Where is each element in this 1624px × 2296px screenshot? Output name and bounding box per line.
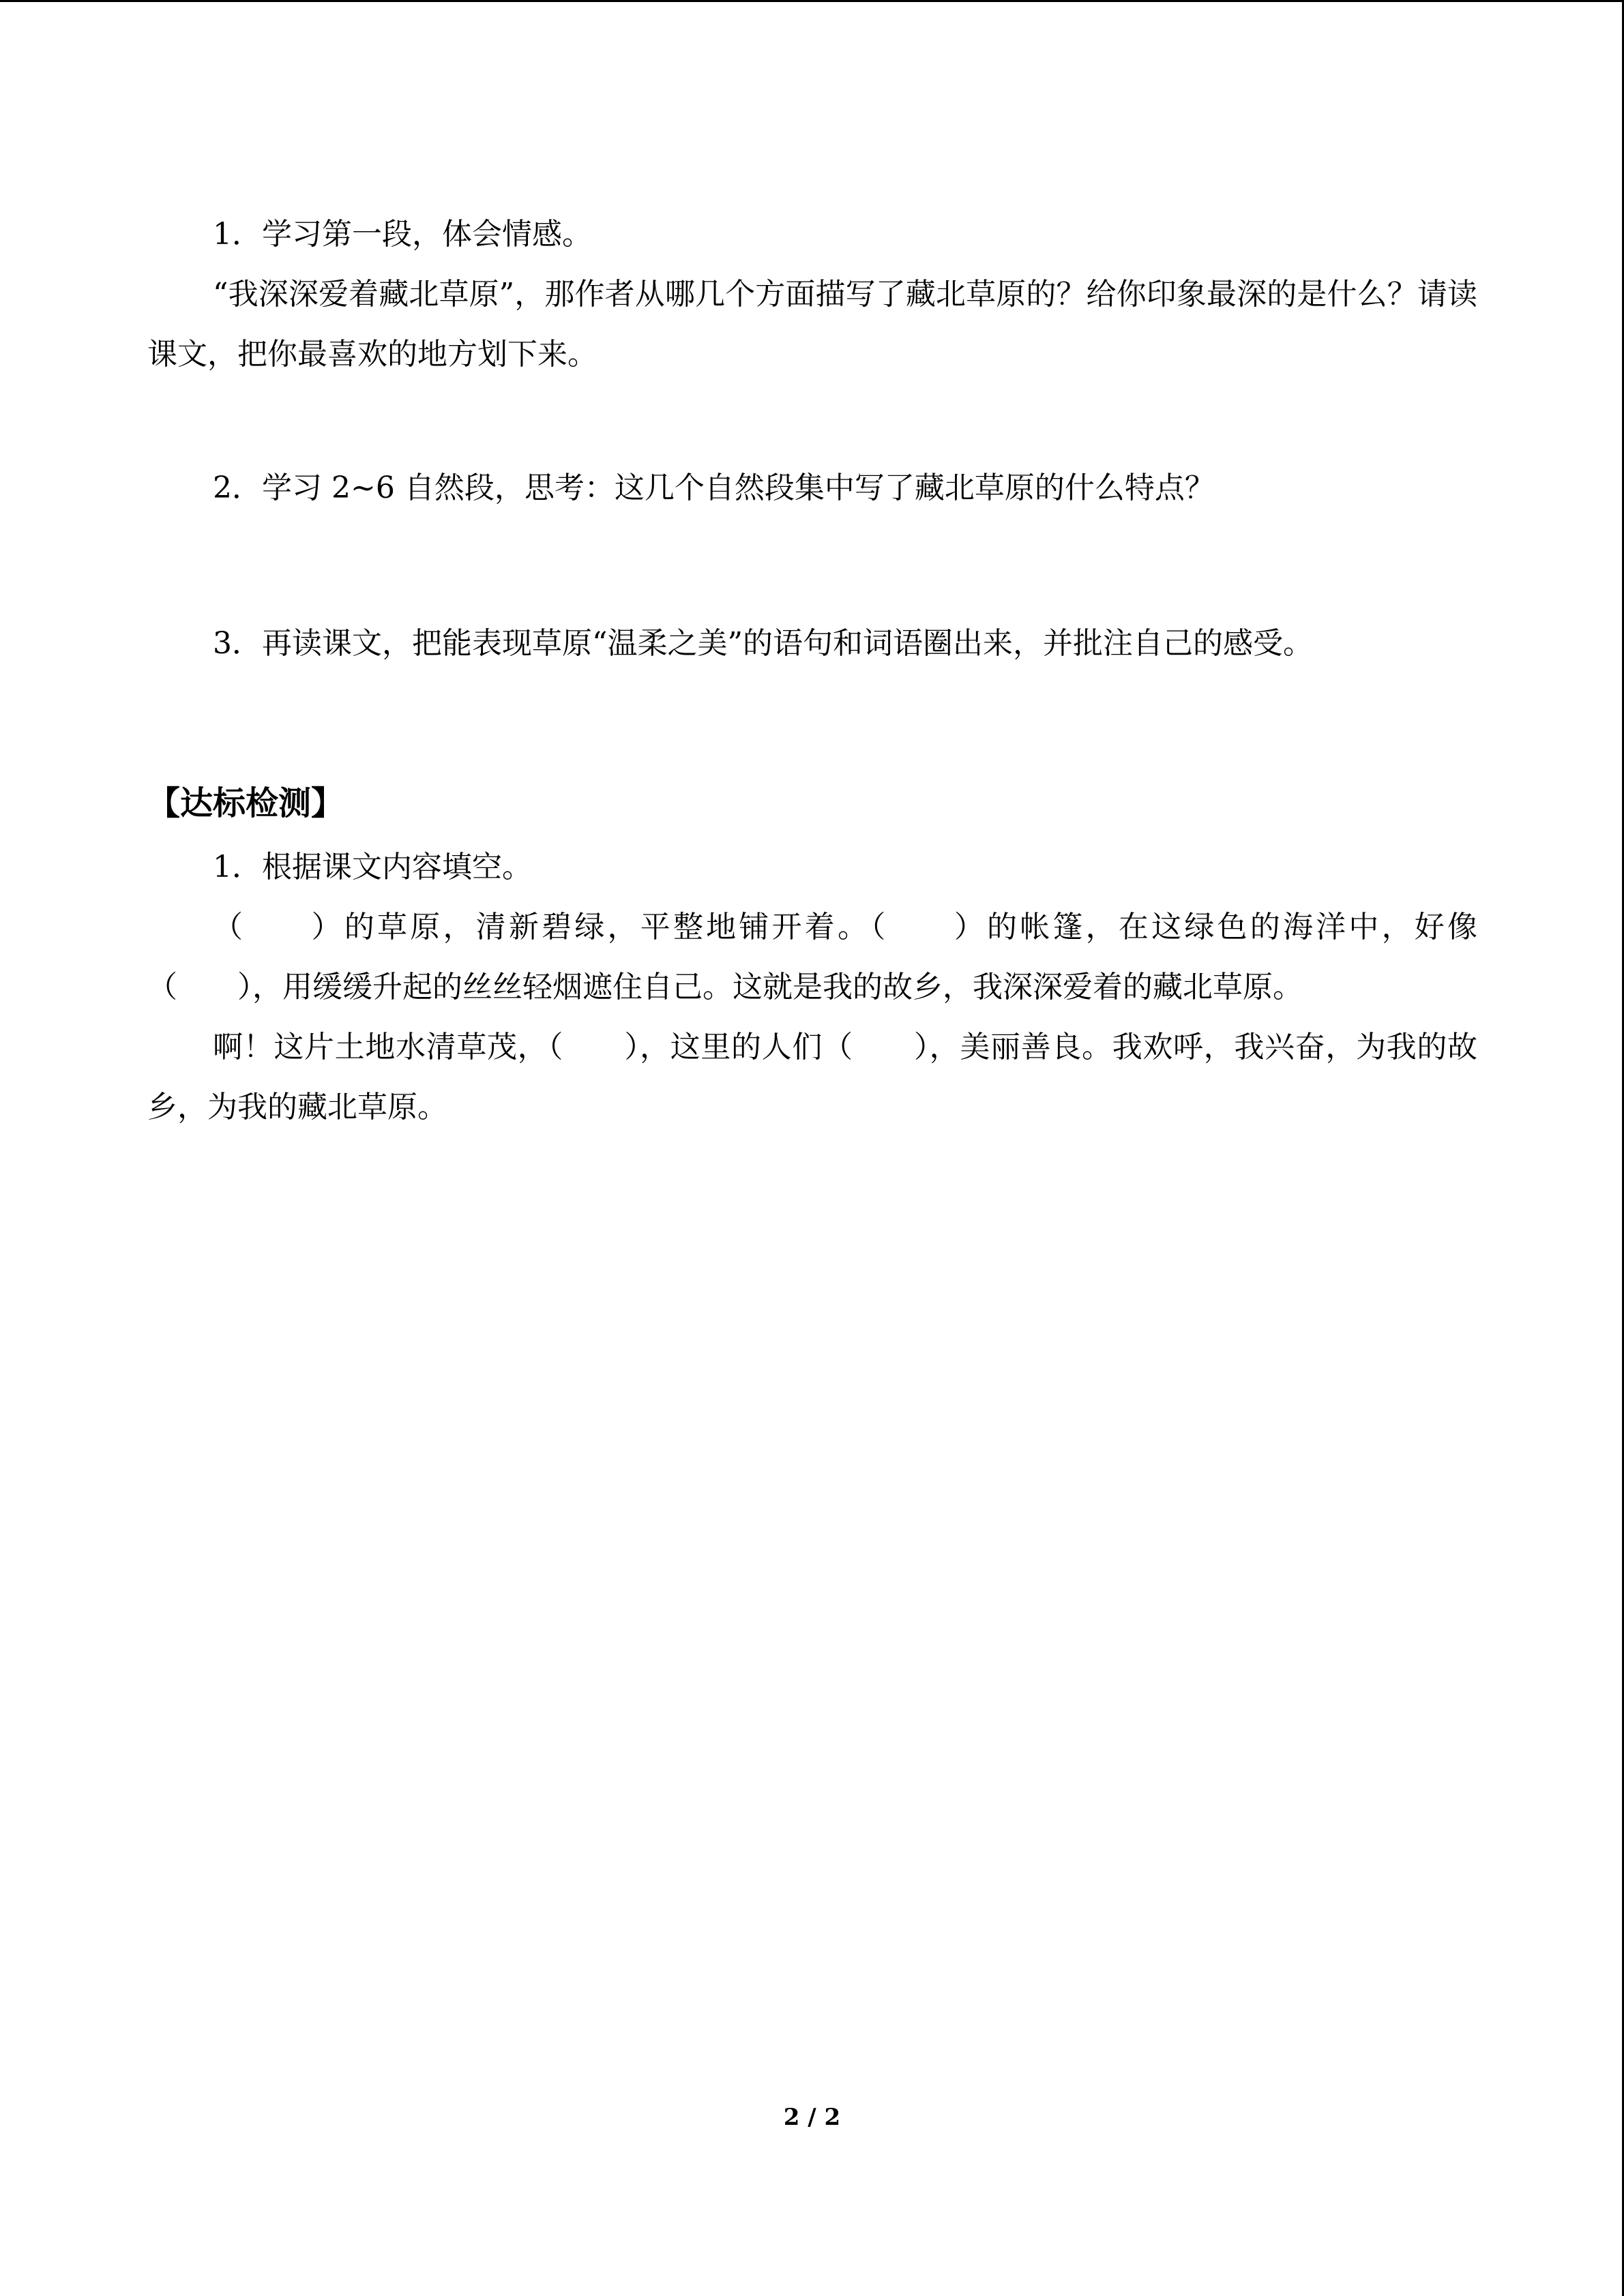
answer-space: [147, 518, 1477, 614]
answer-space: [147, 385, 1477, 458]
page-number: 2 / 2: [783, 2104, 841, 2131]
fill-in-title: 1．根据课文内容填空。: [213, 850, 532, 884]
question-1-body: “我深深爱着藏北草原”，那作者从哪几个方面描写了藏北草原的？给你印象最深的是什么？请读课文，把你最喜欢的地方划下来。: [147, 277, 1477, 372]
fill-in-paragraph-1: （ ）的草原，清新碧绿，平整地铺开着。（ ）的帐篷，在这绿色的海洋中，好像（ ），用缓缓升起的丝丝轻烟遮住自己。这就是我的故乡，我深深爱着的藏北草原。: [147, 910, 1477, 1004]
question-1-title: 1．学习第一段，体会情感。: [213, 217, 592, 252]
question-3: 3．再读课文，把能表现草原“温柔之美”的语句和词语圈出来，并批注自己的感受。: [213, 626, 1313, 661]
fill-in-paragraph-2: 啊！这片土地水清草茂，（ ），这里的人们（ ），美丽善良。我欢呼，我兴奋，为我的故乡，为我的藏北草原。: [147, 1030, 1477, 1124]
section-heading: 【达标检测】: [147, 784, 344, 822]
question-2: 2．学习 2~6 自然段，思考：这几个自然段集中写了藏北草原的什么特点？: [213, 471, 1215, 505]
top-border-line: [0, 0, 1624, 2]
document-body: [147, 205, 1477, 1137]
answer-space: [147, 674, 1477, 769]
